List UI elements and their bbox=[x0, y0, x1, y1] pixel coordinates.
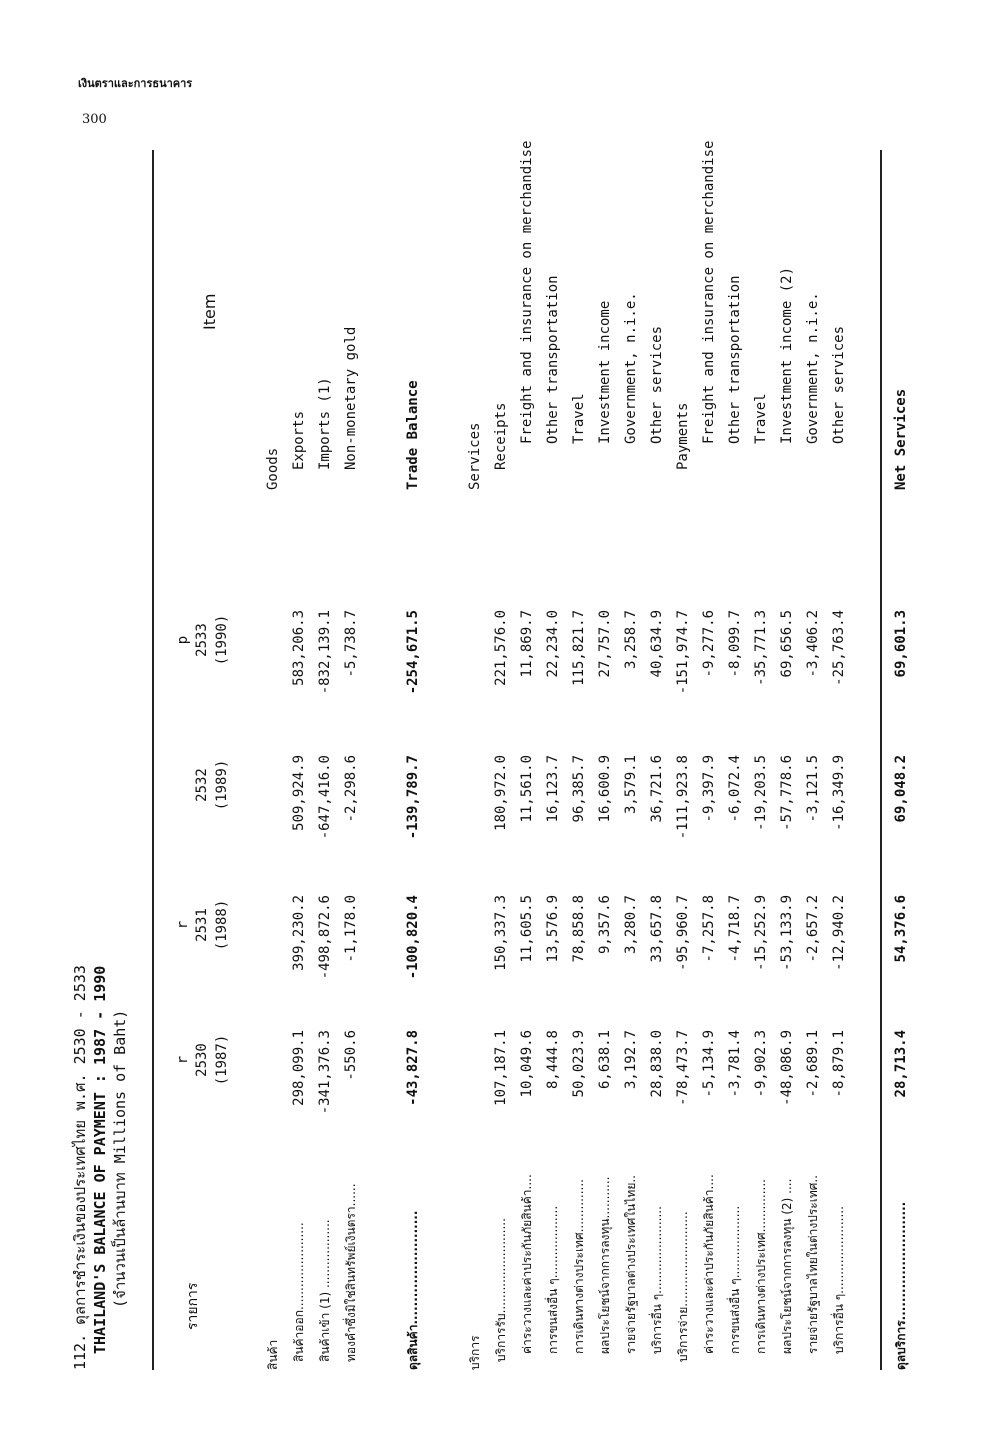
row-label-thai: บริการจ่าย......................... bbox=[676, 1211, 690, 1362]
year-ce: (1990) bbox=[214, 614, 230, 666]
row-label-english: Government, n.i.e. bbox=[805, 292, 821, 444]
table-row bbox=[748, 150, 774, 1370]
value-cell: -5,134.9 bbox=[701, 1030, 717, 1098]
table-row bbox=[260, 150, 286, 1370]
value-cell: -57,778.6 bbox=[779, 755, 795, 831]
value-cell: 3,258.7 bbox=[623, 610, 639, 670]
value-cell: 16,123.7 bbox=[545, 755, 561, 823]
value-cell: 36,721.6 bbox=[649, 755, 665, 823]
table-row bbox=[888, 150, 914, 1370]
value-cell: 69,048.2 bbox=[893, 755, 909, 823]
table-row bbox=[400, 150, 426, 1370]
value-cell: 298,099.1 bbox=[291, 1030, 307, 1106]
year-header bbox=[174, 880, 232, 970]
table-row bbox=[462, 150, 488, 1370]
table-row bbox=[514, 140, 540, 1370]
value-cell: -254,671.5 bbox=[405, 610, 421, 695]
row-label-thai: สินค้า bbox=[266, 1339, 280, 1370]
year-header bbox=[174, 1015, 232, 1105]
year-ce: (1987) bbox=[214, 1034, 230, 1086]
value-cell: 78,858.8 bbox=[571, 895, 587, 963]
value-cell: 115,821.7 bbox=[571, 610, 587, 686]
value-cell: -100,820.4 bbox=[405, 895, 421, 980]
value-cell: -15,252.9 bbox=[753, 895, 769, 971]
row-label-english: Government, n.i.e. bbox=[623, 292, 639, 444]
value-cell: 6,638.1 bbox=[597, 1030, 613, 1090]
row-label-thai: บริการรับ......................... bbox=[494, 1218, 508, 1362]
value-cell: -9,277.6 bbox=[701, 610, 717, 678]
row-label-thai: การเดินทางต่างประเทศ.............. bbox=[572, 1179, 586, 1354]
table-row bbox=[566, 150, 592, 1370]
value-cell: -2,689.1 bbox=[805, 1030, 821, 1098]
table-title-thai: 112. ดุลการชำระเงินของประเทศไทย พ.ศ. 2530 - 2533 bbox=[71, 965, 89, 1370]
value-cell: 16,600.9 bbox=[597, 755, 613, 823]
column-header-thai: รายการ bbox=[185, 1282, 201, 1330]
row-label-thai: ค่าระวางและค่าประกันภัยสินค้า.... bbox=[520, 1174, 534, 1354]
table-row bbox=[644, 150, 670, 1370]
value-cell: 28,838.0 bbox=[649, 1030, 665, 1098]
bottom-rule bbox=[880, 150, 882, 1370]
value-cell: 11,869.7 bbox=[519, 610, 535, 678]
row-label-thai: การขนส่งอื่น ๆ................... bbox=[728, 1205, 742, 1354]
value-cell: 33,657.8 bbox=[649, 895, 665, 963]
value-cell: -111,923.8 bbox=[675, 755, 691, 840]
value-cell: 69,601.3 bbox=[893, 610, 909, 678]
row-label-english: Travel bbox=[753, 393, 769, 444]
value-cell: 221,576.0 bbox=[493, 610, 509, 686]
value-cell: 9,357.6 bbox=[597, 895, 613, 955]
row-label-english: Other services bbox=[831, 325, 847, 444]
row-label-english: Travel bbox=[571, 393, 587, 444]
row-label-english: Non-monetary gold bbox=[343, 326, 359, 470]
row-label-english: Imports (1) bbox=[317, 377, 333, 470]
year-ce: (1988) bbox=[214, 899, 230, 951]
value-cell: 13,576.9 bbox=[545, 895, 561, 963]
value-cell: 3,192.7 bbox=[623, 1030, 639, 1090]
table-row bbox=[338, 150, 364, 1370]
row-label-thai: สินค้าเข้า (1) .................. bbox=[318, 1219, 332, 1362]
row-label-thai: ดุลบริการ.......................... bbox=[894, 1201, 908, 1370]
row-label-thai: รายจ่ายรัฐบาลไทยในต่างประเทศ.. bbox=[806, 1175, 820, 1354]
value-cell: -3,406.2 bbox=[805, 610, 821, 678]
row-label-thai: การเดินทางต่างประเทศ.............. bbox=[754, 1179, 768, 1354]
table-row bbox=[800, 150, 826, 1370]
value-cell: 28,713.4 bbox=[893, 1030, 909, 1098]
value-cell: -48,086.9 bbox=[779, 1030, 795, 1106]
value-cell: -8,879.1 bbox=[831, 1030, 847, 1098]
table-row bbox=[774, 150, 800, 1370]
row-label-thai: ดุลสินค้า......................... bbox=[406, 1210, 420, 1370]
table-row bbox=[670, 150, 696, 1370]
value-cell: -9,397.9 bbox=[701, 755, 717, 823]
row-label-thai: ทองคำซึ่งมิใช่สินทรัพย์เงินตรา...... bbox=[344, 1183, 358, 1362]
value-cell: -78,473.7 bbox=[675, 1030, 691, 1106]
value-cell: 509,924.9 bbox=[291, 755, 307, 831]
value-cell: -2,298.6 bbox=[343, 755, 359, 823]
row-label-english: Payments bbox=[675, 402, 691, 470]
value-cell: -5,738.7 bbox=[343, 610, 359, 678]
row-label-english: Other transportation bbox=[545, 275, 561, 444]
value-cell: -95,960.7 bbox=[675, 895, 691, 971]
value-cell: -1,178.0 bbox=[343, 895, 359, 963]
year-header bbox=[174, 740, 232, 830]
value-cell: -139,789.7 bbox=[405, 755, 421, 840]
row-label-thai: ผลประโยชน์จากการลงทุน........... bbox=[598, 1176, 612, 1354]
row-label-thai: บริการอื่น ๆ....................... bbox=[650, 1206, 664, 1354]
row-label-thai: รายจ่ายรัฐบาลต่างประเทศในไทย.. bbox=[624, 1175, 638, 1354]
value-cell: -9,902.3 bbox=[753, 1030, 769, 1098]
row-label-thai: ค่าระวางและค่าประกันภัยสินค้า.... bbox=[702, 1174, 716, 1354]
table-unit: (จำนวนเป็นล้านบาท Millions of Baht) bbox=[111, 1009, 129, 1308]
value-cell: 22,234.0 bbox=[545, 610, 561, 678]
row-label-thai: บริการอื่น ๆ....................... bbox=[832, 1206, 846, 1354]
value-cell: -498,872.6 bbox=[317, 895, 333, 980]
row-label-english: Trade Balance bbox=[405, 380, 421, 490]
value-cell: -43,827.8 bbox=[405, 1030, 421, 1106]
row-label-english: Receipts bbox=[493, 402, 509, 470]
table-row bbox=[488, 150, 514, 1370]
value-cell: -16,349.9 bbox=[831, 755, 847, 831]
value-cell: 150,337.3 bbox=[493, 895, 509, 971]
table-row bbox=[540, 150, 566, 1370]
top-rule bbox=[152, 150, 154, 1370]
value-cell: -35,771.3 bbox=[753, 610, 769, 686]
value-cell: -7,257.8 bbox=[701, 895, 717, 963]
value-cell: -3,781.4 bbox=[727, 1030, 743, 1098]
value-cell: 3,579.1 bbox=[623, 755, 639, 815]
column-header-item: Item bbox=[200, 293, 219, 330]
row-label-english: Other services bbox=[649, 325, 665, 444]
value-cell: 50,023.9 bbox=[571, 1030, 587, 1098]
value-cell: -6,072.4 bbox=[727, 755, 743, 823]
row-label-english: Goods bbox=[265, 447, 281, 490]
page-number: 300 bbox=[82, 112, 107, 127]
revision-flag: r bbox=[175, 920, 191, 930]
rotated-table bbox=[70, 90, 950, 1370]
value-cell: 8,444.8 bbox=[545, 1030, 561, 1090]
row-label-english: Other transportation bbox=[727, 275, 743, 444]
year-be: 2533 bbox=[194, 623, 210, 657]
year-ce: (1989) bbox=[214, 759, 230, 811]
row-label-english: Exports bbox=[291, 410, 307, 470]
table-row bbox=[696, 140, 722, 1370]
value-cell: 11,561.0 bbox=[519, 755, 535, 823]
year-be: 2531 bbox=[194, 908, 210, 942]
row-label-thai: ผลประโยชน์จากการลงทุน (2) .... bbox=[780, 1178, 794, 1354]
value-cell: 399,230.2 bbox=[291, 895, 307, 971]
table-row bbox=[312, 150, 338, 1370]
value-cell: -53,133.9 bbox=[779, 895, 795, 971]
row-label-english: Freight and insurance on merchandise bbox=[519, 140, 535, 444]
value-cell: 583,206.3 bbox=[291, 610, 307, 686]
value-cell: -151,974.7 bbox=[675, 610, 691, 695]
row-label-english: Freight and insurance on merchandise bbox=[701, 140, 717, 444]
table-row bbox=[592, 150, 618, 1370]
value-cell: -8,099.7 bbox=[727, 610, 743, 678]
row-label-english: Investment income bbox=[597, 300, 613, 444]
table-row bbox=[618, 150, 644, 1370]
row-label-english: Investment income (2) bbox=[779, 266, 795, 444]
value-cell: 10,049.6 bbox=[519, 1030, 535, 1098]
value-cell: -25,763.4 bbox=[831, 610, 847, 686]
table-row bbox=[826, 150, 852, 1370]
table-row bbox=[722, 150, 748, 1370]
row-label-thai: สินค้าออก....................... bbox=[292, 1222, 306, 1362]
revision-flag: r bbox=[175, 1055, 191, 1065]
value-cell: 40,634.9 bbox=[649, 610, 665, 678]
value-cell: 54,376.6 bbox=[893, 895, 909, 963]
value-cell: -12,940.2 bbox=[831, 895, 847, 971]
table-row bbox=[286, 150, 312, 1370]
row-label-english: Services bbox=[467, 422, 483, 490]
year-be: 2530 bbox=[194, 1043, 210, 1077]
value-cell: 107,187.1 bbox=[493, 1030, 509, 1106]
value-cell: -832,139.1 bbox=[317, 610, 333, 695]
value-cell: 11,605.5 bbox=[519, 895, 535, 963]
value-cell: -2,657.2 bbox=[805, 895, 821, 963]
value-cell: 96,385.7 bbox=[571, 755, 587, 823]
value-cell: -4,718.7 bbox=[727, 895, 743, 963]
running-header: เงินตราและการธนาคาร bbox=[78, 77, 193, 90]
value-cell: -550.6 bbox=[343, 1030, 359, 1081]
row-label-thai: การขนส่งอื่น ๆ................... bbox=[546, 1205, 560, 1354]
value-cell: -3,121.5 bbox=[805, 755, 821, 823]
value-cell: 69,656.5 bbox=[779, 610, 795, 678]
value-cell: -19,203.5 bbox=[753, 755, 769, 831]
value-cell: -647,416.0 bbox=[317, 755, 333, 840]
revision-flag bbox=[174, 740, 192, 830]
year-be: 2532 bbox=[194, 768, 210, 802]
revision-flag: p bbox=[175, 635, 191, 645]
value-cell: 27,757.0 bbox=[597, 610, 613, 678]
value-cell: 180,972.0 bbox=[493, 755, 509, 831]
row-label-thai: บริการ bbox=[468, 1335, 482, 1370]
value-cell: -341,376.3 bbox=[317, 1030, 333, 1115]
value-cell: 3,280.7 bbox=[623, 895, 639, 955]
year-header bbox=[174, 595, 232, 685]
row-label-english: Net Services bbox=[893, 388, 909, 490]
table-title-english: THAILAND'S BALANCE OF PAYMENT : 1987 - 1990 bbox=[91, 965, 109, 1354]
